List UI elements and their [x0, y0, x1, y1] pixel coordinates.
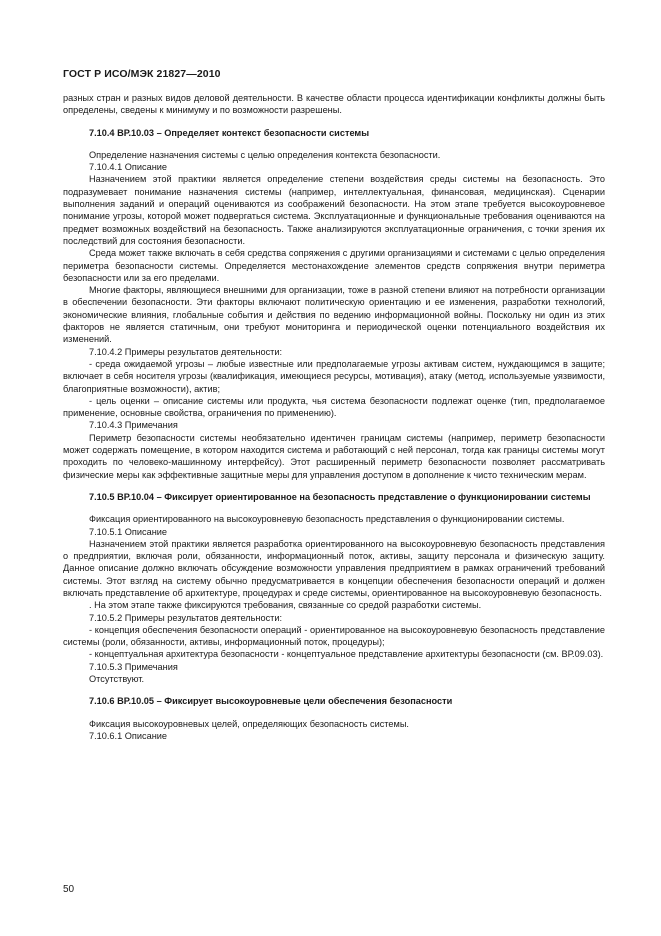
paragraph: Среда может также включать в себя средства сопряжения с другими организациями и системами с целью определения периметра безопасности системы. Определяется местонахождение элементов средств сопряжения внутри периметра безопасности или за его пределами. — [63, 248, 605, 283]
subsection-title: 7.10.4.3 Примечания — [89, 420, 178, 431]
paragraph: Фиксация высокоуровневых целей, определяющих безопасность системы. — [89, 718, 409, 729]
intro-paragraph: разных стран и разных видов деловой деятельности. В качестве области процесса идентификации конфликты должны быть определены, сведены к минимуму и по возможности разрешены. — [63, 93, 605, 116]
paragraph: Отсутствуют. — [89, 674, 145, 685]
paragraph: Фиксация ориентированного на высокоуровневую безопасность представления о функционировании системы. — [89, 514, 565, 525]
paragraph: Назначением этой практики является определение степени воздействия среды системы на безопасность. Это подразумевает понимание назначения системы (например, интеллектуальная, финансовая, медицинская). Сценарии выполнения заданий и операций оцениваются из соображений безопасности. На этом этапе требуется высокоуровневое понимание угрозы, которой может подвергаться система. Эксплуатационные и функциональные требования оцениваются на предмет возможных воздействий на безопасность. Также анализируются эксплуатационные ограничения, с точки зрения их последствий для состояния безопасности. — [63, 174, 605, 246]
section-heading-7-10-5: 7.10.5 ВР.10.04 – Фиксирует ориентированное на безопасность представление о функционировании системы — [89, 491, 591, 502]
document-body — [63, 92, 605, 742]
subsection-title: 7.10.5.1 Описание — [89, 526, 168, 537]
paragraph: Определение назначения системы с целью определения контекста безопасности. — [89, 149, 441, 160]
document-header: ГОСТ Р ИСО/МЭК 21827—2010 — [63, 68, 221, 80]
subsection-title: 7.10.5.3 Примечания — [89, 661, 178, 672]
section-heading-7-10-6: 7.10.6 ВР.10.05 – Фиксирует высокоуровневые цели обеспечения безопасности — [89, 696, 453, 707]
list-item: - концепция обеспечения безопасности операций - ориентированное на высокоуровневую безопасность представление системы (роли, обязанности, активы, информационный поток, процедуры); — [63, 624, 605, 648]
paragraph: Многие факторы, являющиеся внешними для организации, тоже в разной степени влияют на потребности организации в обеспечении безопасности. Эти факторы включают политическую ориентацию и ее изменения, разработки технологий, экономические влияния, глобальные события и действия по ведению информационной войны. Поскольку ни один из этих факторов не является статичным, они требуют мониторинга и периодической оценки потенциального воздействия их изменений. — [63, 285, 605, 345]
list-item: - концептуальная архитектура безопасности - концептуальное представление архитектуры безопасности (см. ВР.09.03). — [89, 649, 604, 660]
subsection-title: 7.10.6.1 Описание — [89, 730, 168, 741]
list-item: - среда ожидаемой угрозы – любые известные или предполагаемые угрозы активам систем, нуждающимся в защите; включает в себя носителя угрозы (квалификация, имеющиеся ресурсы, мотивация), атаку (метод, используемые уязвимости, благоприятные возможности), актив; — [63, 358, 605, 394]
subsection-title: 7.10.4.1 Описание — [89, 162, 168, 173]
list-item: - цель оценки – описание системы или продукта, чья система безопасности подлежат оценке (тип, предполагаемое применение, основные свойства, ограничения по применению). — [63, 395, 605, 419]
subsection-title: 7.10.4.2 Примеры результатов деятельности: — [89, 346, 283, 357]
paragraph: . На этом этапе также фиксируются требования, связанные со средой разработки системы. — [89, 600, 482, 611]
subsection-title: 7.10.5.2 Примеры результатов деятельности: — [89, 612, 283, 623]
paragraph: Периметр безопасности системы необязательно идентичен границам системы (например, периметр безопасности может содержать помещение, в котором находится система и работающий с ней персонал, тогда как границы системы могут проходить по человеко-машинному интерфейсу). Этот расширенный периметр безопасности позволяет рассматривать физические меры как эффективные защитные меры для управления доступом в дополнение к чисто техническим мерам. — [63, 432, 605, 480]
section-heading-7-10-4: 7.10.4 ВР.10.03 – Определяет контекст безопасности системы — [89, 127, 370, 138]
paragraph: Назначением этой практики является разработка ориентированного на высокоуровневую безопасность представления о предприятии, включая роли, обязанности, информационный поток, активы, защиту персонала и физическую защиту. Данное описание должно включать обсуждение возможности управления предприятием в рамках ограничений требований системы. Этот взгляд на систему обычно предусматривается в концепции обеспечения безопасности операций и должен включать представление об архитектуре, процедурах и среде системы, ориентированное на высокоуровневую безопасность. — [63, 538, 605, 598]
page-number: 50 — [63, 884, 75, 895]
